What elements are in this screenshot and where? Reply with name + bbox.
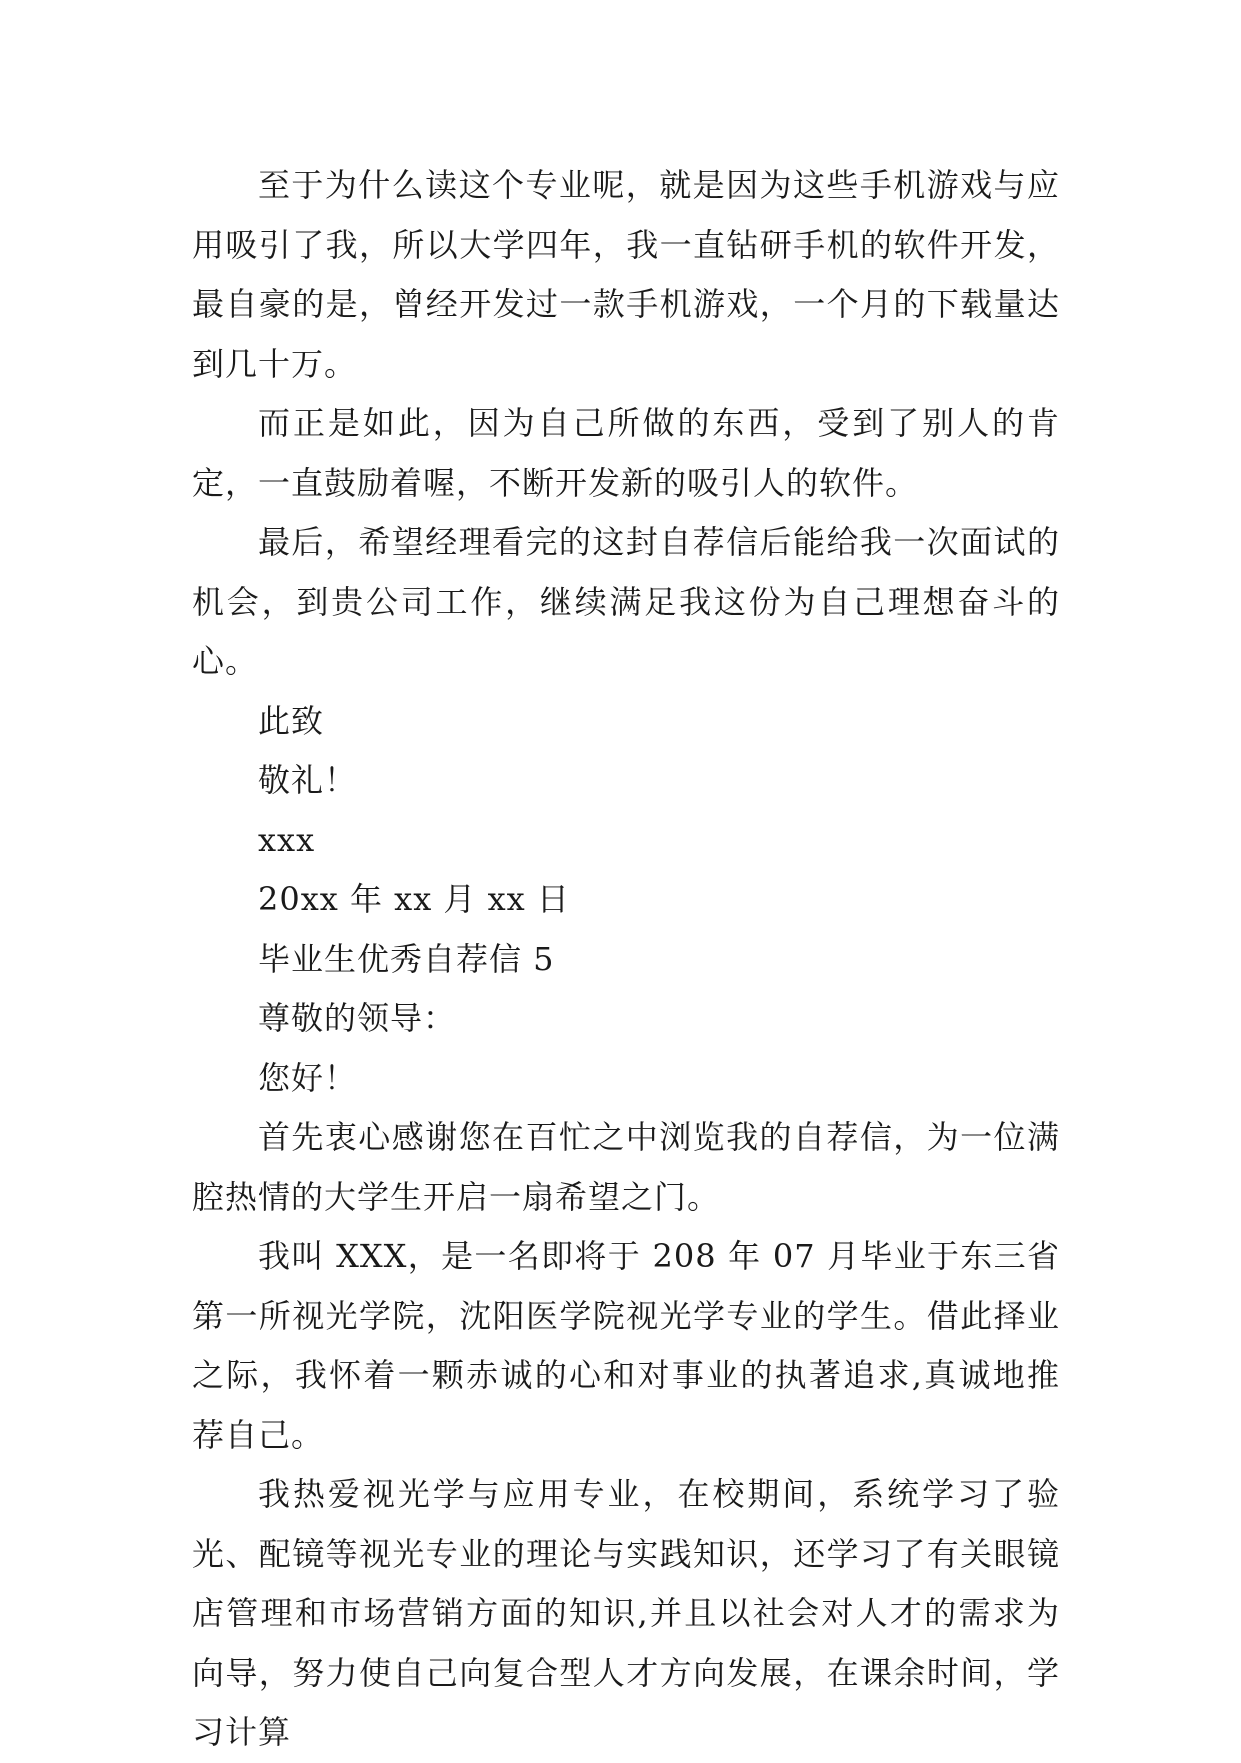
paragraph-recognition: 而正是如此，因为自己所做的东西，受到了别人的肯定，一直鼓励着喔，不断开发新的吸引人的软件。 [192, 404, 1060, 502]
letter-date: 20xx 年 xx 月 xx 日 [258, 880, 570, 918]
salutation: 尊敬的领导： [258, 999, 457, 1037]
paragraph-studies: 我热爱视光学与应用专业，在校期间，系统学习了验光、配镜等视光专业的理论与实践知识，还学习了有关眼镜店管理和市场营销方面的知识,并且以社会对人才的需求为向导，努力使自己向复合型人才方向发展，在课余时间，学习计算 [192, 1475, 1060, 1751]
paragraph-major-reason: 至于为什么读这个专业呢，就是因为这些手机游戏与应用吸引了我，所以大学四年，我一直钻研手机的软件开发，最自豪的是，曾经开发过一款手机游戏，一个月的下载量达到几十万。 [192, 166, 1060, 383]
greeting: 您好！ [258, 1058, 358, 1097]
section-heading: 毕业生优秀自荐信 5 [258, 939, 555, 978]
paragraph-interview-request: 最后，希望经理看完的这封自荐信后能给我一次面试的机会，到贵公司工作，继续满足我这份为自己理想奋斗的心。 [192, 523, 1060, 680]
signature: xxx [258, 820, 316, 859]
paragraph-introduction: 我叫 XXX，是一名即将于 208 年 07 月毕业于东三省第一所视光学院，沈阳医学院视光学专业的学生。借此择业之际，我怀着一颗赤诚的心和对事业的执著追求,真诚地推荐自己。 [192, 1237, 1060, 1454]
paragraph-thanks: 首先衷心感谢您在百忙之中浏览我的自荐信，为一位满腔热情的大学生开启一扇希望之门。 [192, 1118, 1060, 1216]
closing-line-2: 敬礼！ [258, 761, 358, 799]
closing-line-1: 此致 [258, 701, 325, 740]
letter-body [192, 156, 1060, 1763]
